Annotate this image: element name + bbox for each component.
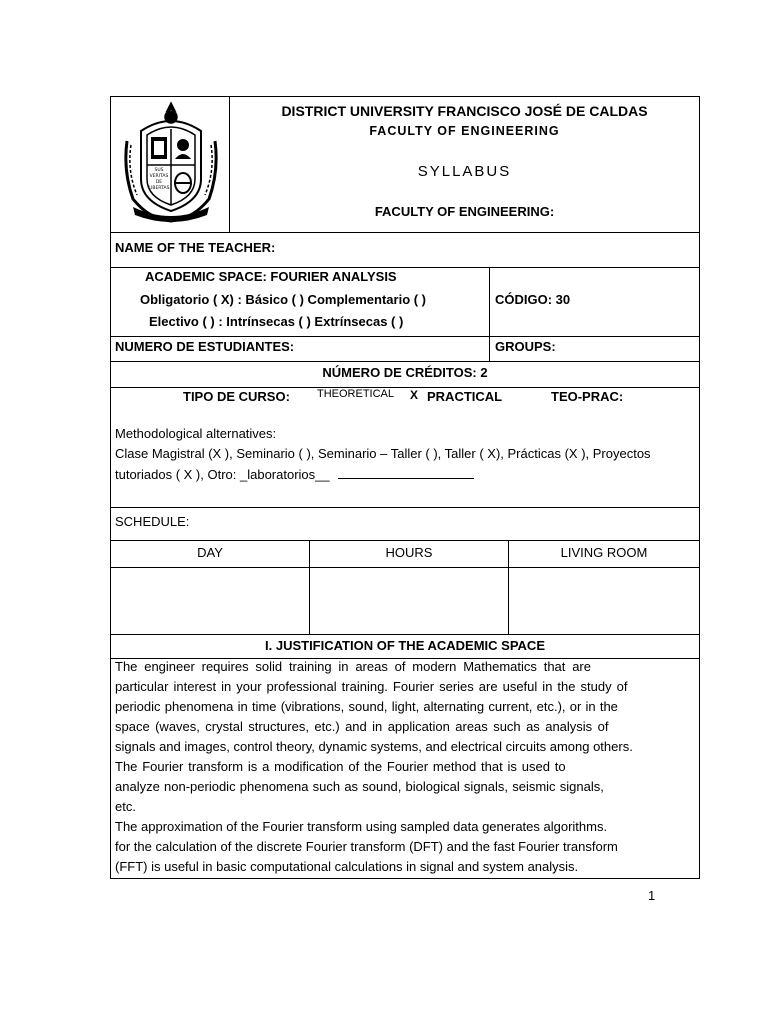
- university-seal-logo: [119, 101, 223, 225]
- justification-heading: I. JUSTIFICATION OF THE ACADEMIC SPACE: [265, 638, 545, 653]
- methodology-heading: Methodological alternatives:: [115, 426, 277, 441]
- header-text-cell: [229, 97, 699, 232]
- course-type-row: [111, 387, 699, 507]
- theoretical-label: THEORETICAL: [317, 388, 395, 400]
- course-type-label: TIPO DE CURSO:: [183, 389, 290, 404]
- justification-line-2: particular interest in your professional training. Fourier series are useful in the study of: [115, 679, 628, 694]
- header-row: [111, 97, 699, 232]
- justification-line-8: etc.: [115, 799, 136, 814]
- theoretical-mark: X: [410, 388, 419, 402]
- justification-line-7: analyze non-periodic phenomena such as sound, biological signals, seismic signals,: [115, 779, 604, 794]
- justification-line-3: periodic phenomena in time (vibrations, sound, light, alternating current, etc.), or in the: [115, 699, 618, 714]
- schedule-hours-cell: [309, 568, 508, 634]
- justification-line-4: space (waves, crystal structures, etc.) and in application areas such as analysis of: [115, 719, 609, 734]
- schedule-col-room-label: LIVING ROOM: [560, 545, 648, 560]
- schedule-col-day-label: DAY: [197, 545, 223, 560]
- schedule-col-room: [508, 541, 699, 567]
- groups-cell: [489, 337, 699, 361]
- teacher-row: [111, 232, 699, 267]
- schedule-row: [111, 507, 699, 540]
- justification-line-10: for the calculation of the discrete Fourier transform (DFT) and the fast Fourier transform: [115, 839, 618, 854]
- students-label: NUMERO DE ESTUDIANTES:: [115, 339, 295, 354]
- seal-motto-1: SUS: [154, 168, 164, 173]
- methodology-line-2: [115, 466, 474, 482]
- justification-line-5: signals and images, control theory, dynamic systems, and electrical circuits among others.: [115, 739, 633, 754]
- schedule-label: SCHEDULE:: [115, 514, 190, 529]
- code-cell: [489, 268, 699, 336]
- document-type: SYLLABUS: [417, 163, 512, 180]
- faculty-name: FACULTY OF ENGINEERING: [369, 124, 560, 138]
- credits-label: NÚMERO DE CRÉDITOS: 2: [322, 365, 488, 380]
- other-blank-line: [338, 466, 474, 479]
- schedule-col-hours-label: HOURS: [385, 545, 433, 560]
- practical-label: PRACTICAL: [427, 389, 503, 404]
- seal-motto-3: DE: [155, 180, 163, 185]
- university-name: DISTRICT UNIVERSITY FRANCISCO JOSÉ DE CALDAS: [281, 103, 648, 119]
- schedule-body-row: [111, 567, 699, 634]
- methodology-line-1: Clase Magistral (X ), Seminario ( ), Seminario – Taller ( ), Taller ( X), Prácticas (X ), Proyectos: [115, 446, 651, 461]
- schedule-room-cell: [508, 568, 699, 634]
- justification-heading-row: [111, 634, 699, 658]
- schedule-header-row: [111, 540, 699, 567]
- teacher-label: NAME OF THE TEACHER:: [115, 240, 276, 255]
- seal-motto-2: VERITAS: [149, 174, 169, 179]
- course-code: CÓDIGO: 30: [495, 292, 571, 307]
- academic-space-type: Obligatorio ( X) : Básico ( ) Complementario ( ): [140, 292, 427, 307]
- page-number: 1: [648, 888, 656, 903]
- justification-line-11: (FFT) is useful in basic computational calculations in signal and system analysis.: [115, 859, 579, 874]
- justification-line-1: The engineer requires solid training in areas of modern Mathematics that are: [115, 659, 591, 674]
- justification-line-9: The approximation of the Fourier transform using sampled data generates algorithms.: [115, 819, 608, 834]
- methodology-line-2-text: tutoriados ( X ), Otro: _laboratorios__: [115, 467, 330, 482]
- teo-prac-label: TEO-PRAC:: [551, 389, 624, 404]
- academic-space-elective: Electivo ( ) : Intrínsecas ( ) Extrínsecas ( ): [149, 314, 404, 329]
- academic-space-cell: [111, 268, 489, 336]
- justification-body-row: [111, 658, 699, 878]
- seal-cell: [111, 97, 229, 232]
- groups-label: GROUPS:: [495, 339, 556, 354]
- students-row: [111, 336, 699, 361]
- academic-space-title: ACADEMIC SPACE: FOURIER ANALYSIS: [145, 269, 397, 284]
- seal-motto-4: LIBERTAS: [148, 186, 170, 191]
- justification-line-6: The Fourier transform is a modification of the Fourier method that is used to: [115, 759, 566, 774]
- students-cell: [111, 337, 489, 361]
- schedule-day-cell: [111, 568, 309, 634]
- schedule-col-day: [111, 541, 309, 567]
- faculty-label: FACULTY OF ENGINEERING:: [374, 204, 555, 219]
- credits-row: [111, 361, 699, 387]
- schedule-col-hours: [309, 541, 508, 567]
- academic-space-row: [111, 267, 699, 336]
- syllabus-form: [110, 96, 700, 879]
